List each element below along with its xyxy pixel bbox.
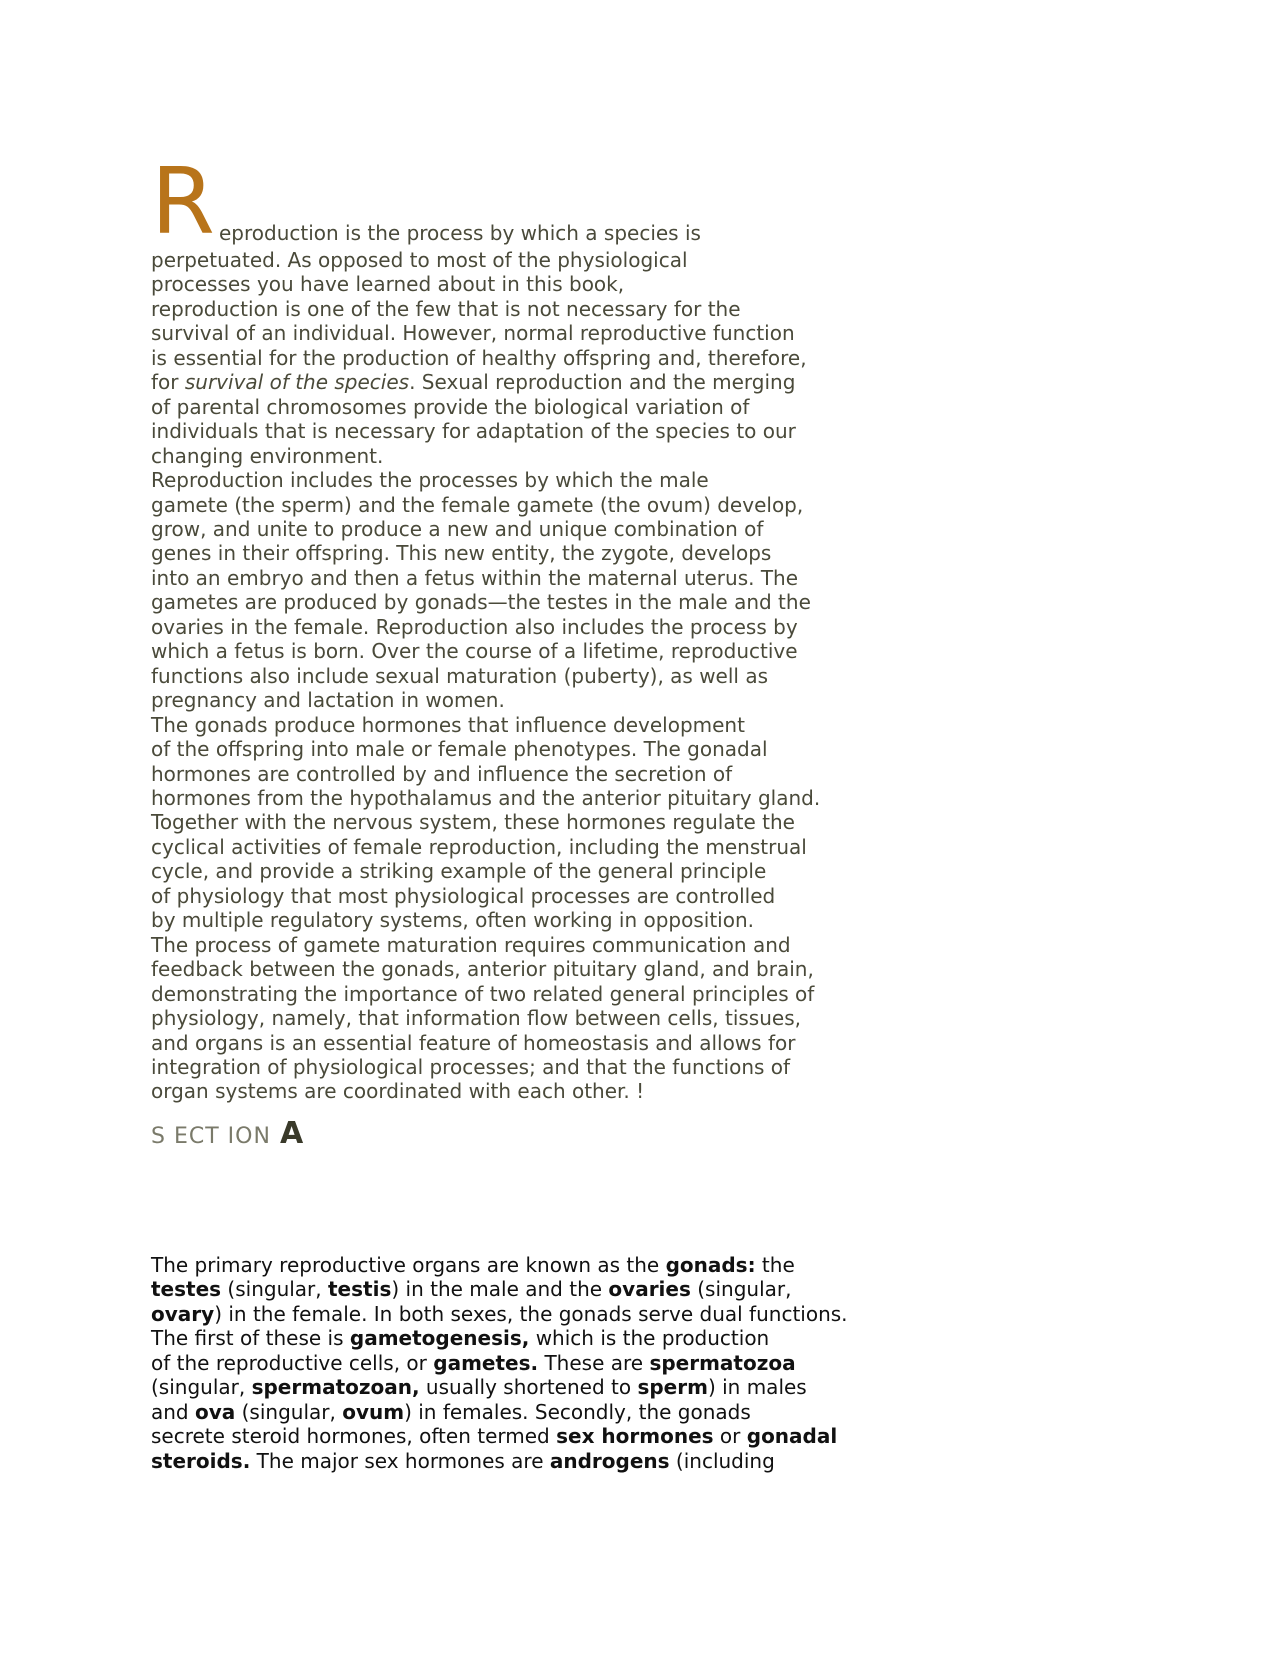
drop-cap: R <box>151 148 215 255</box>
text-line <box>151 1424 848 1448</box>
bold-term: steroids. <box>151 1448 251 1473</box>
text-line <box>151 1006 911 1030</box>
text-run: organ systems are coordinated with each other. ! <box>151 1079 645 1104</box>
text-run: reproduction is one of the few that is not necessary for the <box>151 296 741 321</box>
text-line <box>151 1302 848 1326</box>
text-line <box>151 1326 848 1350</box>
text-run: ) in the male and the <box>391 1277 609 1302</box>
bold-term: ovary <box>151 1301 215 1326</box>
intro-text <box>151 148 911 1104</box>
text-run: and <box>151 1399 195 1424</box>
text-run: The first of these is <box>151 1326 350 1351</box>
text-line <box>151 1449 848 1473</box>
intro-paragraphs <box>151 248 911 1104</box>
text-run: (including <box>669 1448 775 1473</box>
text-line <box>151 982 911 1006</box>
text-run: of the reproductive cells, or <box>151 1350 434 1375</box>
text-line <box>151 1277 848 1301</box>
text-line <box>151 713 911 737</box>
text-run: genes in their offspring. This new entity, the zygote, develops <box>151 541 772 566</box>
text-line <box>151 297 911 321</box>
text-line <box>151 884 911 908</box>
text-run: of physiology that most physiological processes are controlled <box>151 883 776 908</box>
text-run: and organs is an essential feature of homeostasis and allows for <box>151 1030 796 1055</box>
text-run: The process of gamete maturation requires communication and <box>151 932 791 957</box>
text-run: (singular, <box>221 1277 328 1302</box>
text-line <box>151 664 911 688</box>
text-run: Reproduction includes the processes by which the male <box>151 468 709 493</box>
text-run: by multiple regulatory systems, often working in opposition. <box>151 908 755 933</box>
text-run: usually shortened to <box>419 1375 638 1400</box>
text-line <box>151 1253 848 1277</box>
text-line <box>151 272 911 296</box>
text-run: The major sex hormones are <box>250 1448 550 1473</box>
section-heading <box>151 1116 303 1151</box>
bold-term: sperm <box>637 1375 708 1400</box>
text-run: which a fetus is born. Over the course of a lifetime, reproductive <box>151 639 798 664</box>
text-run: is essential for the production of healthy offspring and, therefore, <box>151 345 807 370</box>
text-line <box>151 859 911 883</box>
text-run: into an embryo and then a fetus within the maternal uterus. The <box>151 565 799 590</box>
body-paragraph <box>151 1253 848 1473</box>
text-line <box>151 762 911 786</box>
text-line <box>151 566 911 590</box>
bold-term: gametogenesis, <box>349 1326 530 1351</box>
text-run: hormones from the hypothalamus and the anterior pituitary gland. <box>151 785 821 810</box>
text-run: (singular, <box>235 1399 343 1424</box>
text-line <box>151 810 911 834</box>
first-line: eproduction is the process by which a species is <box>219 221 701 245</box>
text-run: of the offspring into male or female phenotypes. The gonadal <box>151 737 768 762</box>
text-run: pregnancy and lactation in women. <box>151 688 505 713</box>
text-line <box>151 395 911 419</box>
text-run: the <box>755 1253 795 1277</box>
bold-term: androgens <box>549 1448 670 1473</box>
section-word: S ECT ION <box>151 1124 271 1149</box>
text-run: These are <box>538 1350 650 1375</box>
bold-term: gametes. <box>433 1350 539 1375</box>
text-line <box>151 639 911 663</box>
text-line <box>151 957 911 981</box>
text-run: functions also include sexual maturation (puberty), as well as <box>151 663 769 688</box>
text-line <box>151 908 911 932</box>
text-run: (singular, <box>690 1277 792 1302</box>
text-line <box>151 1055 911 1079</box>
text-run: The gonads produce hormones that influence development <box>151 712 745 737</box>
italic-term: survival of the species <box>184 370 410 395</box>
section-letter: A <box>280 1116 304 1151</box>
bold-term: testes <box>151 1277 222 1302</box>
text-line <box>151 835 911 859</box>
bold-term: ovaries <box>608 1277 691 1302</box>
text-run: gametes are produced by gonads—the testes in the male and the <box>151 590 811 615</box>
text-line <box>151 346 911 370</box>
bold-term: gonadal <box>746 1424 838 1449</box>
text-line <box>151 248 911 272</box>
text-line <box>151 737 911 761</box>
text-run: grow, and unite to produce a new and unique combination of <box>151 516 764 541</box>
text-line <box>151 1031 911 1055</box>
text-line <box>151 1375 848 1399</box>
text-run: (singular, <box>151 1375 252 1400</box>
text-line <box>151 1400 848 1424</box>
text-run: Together with the nervous system, these hormones regulate the <box>151 810 795 835</box>
text-run: ) in females. Secondly, the gonads <box>404 1399 751 1424</box>
text-line <box>151 419 911 443</box>
text-run: or <box>713 1424 747 1449</box>
text-run: processes you have learned about in this book, <box>151 272 625 297</box>
text-run: The primary reproductive organs are known as the <box>151 1253 666 1277</box>
text-line <box>151 933 911 957</box>
bold-term: spermatozoa <box>649 1350 796 1375</box>
text-line <box>151 517 911 541</box>
text-run: physiology, namely, that information flow between cells, tissues, <box>151 1006 801 1031</box>
text-line <box>151 321 911 345</box>
text-line <box>151 370 911 394</box>
text-line <box>151 444 911 468</box>
text-run: hormones are controlled by and influence the secretion of <box>151 761 733 786</box>
text-line <box>151 541 911 565</box>
bold-term: ova <box>194 1399 236 1424</box>
text-run: individuals that is necessary for adaptation of the species to our <box>151 419 796 444</box>
text-run: cyclical activities of female reproduction, including the menstrual <box>151 834 807 859</box>
text-line <box>151 590 911 614</box>
text-run: integration of physiological processes; and that the functions of <box>151 1054 791 1079</box>
bold-term: testis <box>328 1277 392 1302</box>
text-run: survival of an individual. However, normal reproductive function <box>151 321 795 346</box>
body-text <box>151 1253 848 1473</box>
text-run: ) in the female. In both sexes, the gonads serve dual functions. <box>214 1301 848 1326</box>
text-line <box>151 1079 911 1103</box>
text-run: gamete (the sperm) and the female gamete (the ovum) develop, <box>151 492 804 517</box>
text-run: ) in males <box>707 1375 807 1400</box>
text-run: perpetuated. As opposed to most of the physiological <box>151 248 688 272</box>
text-line <box>151 615 911 639</box>
text-run: for <box>151 370 185 395</box>
bold-term: sex hormones <box>556 1424 714 1449</box>
text-run: which is the production <box>529 1326 770 1351</box>
text-line <box>151 688 911 712</box>
text-run: secrete steroid hormones, often termed <box>151 1424 557 1449</box>
text-run: ovaries in the female. Reproduction also includes the process by <box>151 614 798 639</box>
text-run: feedback between the gonads, anterior pituitary gland, and brain, <box>151 957 814 982</box>
text-run: demonstrating the importance of two related general principles of <box>151 981 815 1006</box>
text-line <box>151 468 911 492</box>
bold-term: ovum <box>342 1399 405 1424</box>
drop-cap-line <box>151 148 911 255</box>
text-line <box>151 493 911 517</box>
text-run: cycle, and provide a striking example of the general principle <box>151 859 767 884</box>
text-run: of parental chromosomes provide the biological variation of <box>151 394 750 419</box>
text-run: changing environment. <box>151 443 384 468</box>
text-line <box>151 1351 848 1375</box>
text-line <box>151 786 911 810</box>
bold-term: spermatozoan, <box>251 1375 420 1400</box>
text-run: . Sexual reproduction and the merging <box>409 370 796 395</box>
bold-term: gonads: <box>665 1253 756 1277</box>
